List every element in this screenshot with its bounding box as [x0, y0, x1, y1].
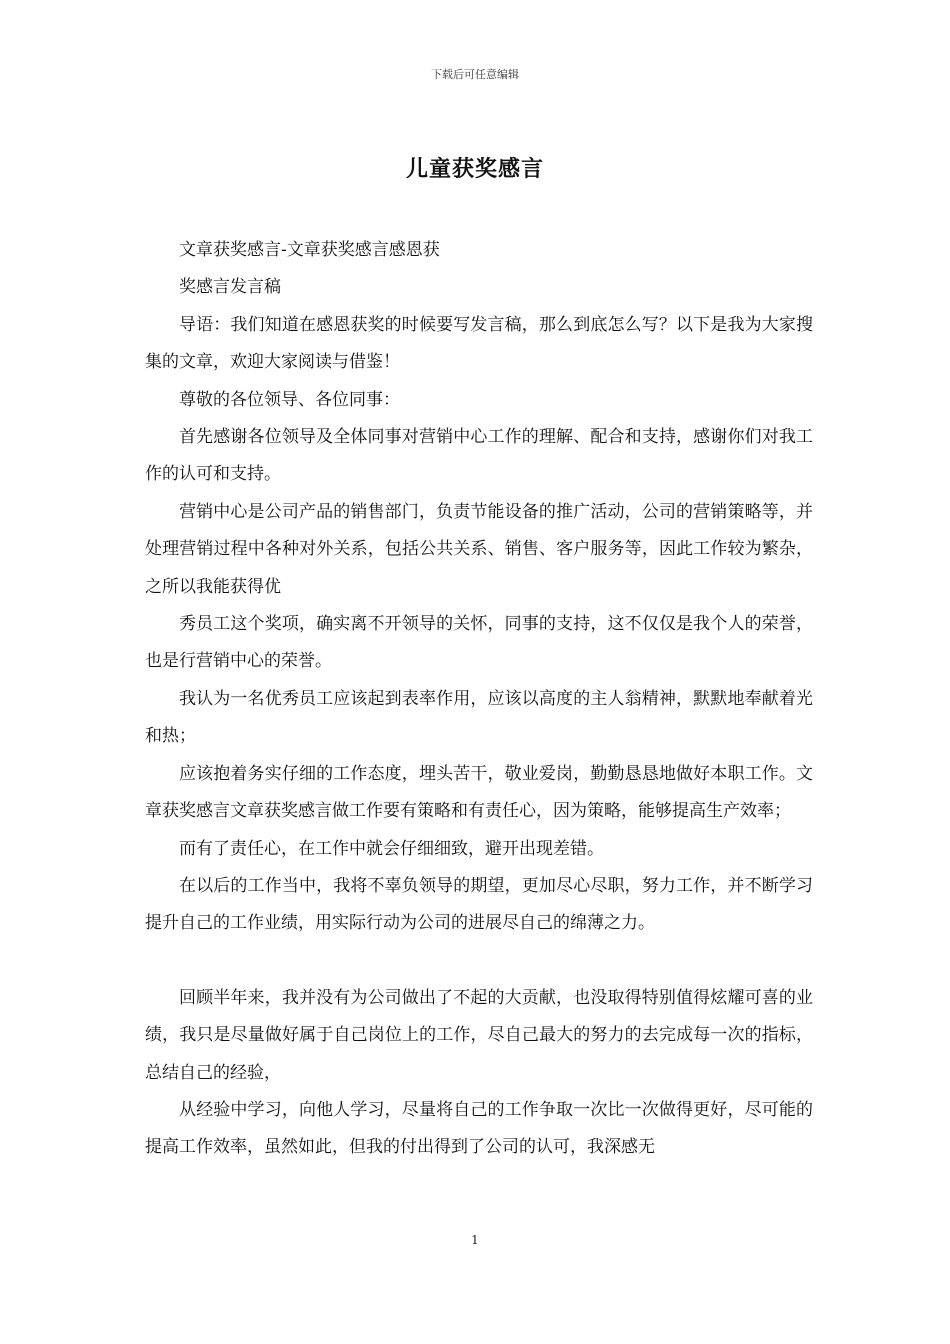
- paragraph: 应该抱着务实仔细的工作态度，埋头苦干，敬业爱岗，勤勤恳恳地做好本职工作。文章获奖感言文章获奖感言做工作要有策略和有责任心，因为策略，能够提高生产效率；: [145, 763, 813, 822]
- paragraph: 回顾半年来，我并没有为公司做出了不起的大贡献，也没取得特别值得炫耀可喜的业绩，我只是尽量做好属于自己岗位上的工作，尽自己最大的努力的去完成每一次的指标，总结自己的经验，: [145, 987, 813, 1083]
- paragraph: 在以后的工作当中，我将不辜负领导的期望，更加尽心尽职，努力工作，并不断学习提升自己的工作业绩，用实际行动为公司的进展尽自己的绵薄之力。: [145, 875, 813, 934]
- paragraph: 文章获奖感言-文章获奖感言感恩获: [179, 240, 440, 260]
- page-number: 1: [471, 1233, 479, 1247]
- paragraph: 而有了责任心，在工作中就会仔细细致，避开出现差错。: [179, 838, 604, 859]
- paragraph: 我认为一名优秀员工应该起到表率作用，应该以高度的主人翁精神，默默地奉献着光和热；: [145, 688, 813, 747]
- document-title: 儿童获奖感言: [405, 156, 544, 182]
- paragraph: 营销中心是公司产品的销售部门，负责节能设备的推广活动，公司的营销策略等，并处理营销过程中各种对外关系，包括公共关系、销售、客户服务等，因此工作较为繁杂，之所以我能获得优: [145, 501, 813, 597]
- paragraph: 从经验中学习，向他人学习，尽量将自己的工作争取一次比一次做得更好，尽可能的提高工作效率，虽然如此，但我的付出得到了公司的认可，我深感无: [145, 1099, 813, 1158]
- paragraph: 奖感言发言稿: [179, 277, 281, 298]
- paragraph: 秀员工这个奖项，确实离不开领导的关怀，同事的支持，这不仅仅是我个人的荣誉，也是行营销中心的荣誉。: [145, 614, 813, 672]
- document-body: [145, 232, 813, 1167]
- paragraph: 首先感谢各位领导及全体同事对营销中心工作的理解、配合和支持，感谢你们对我工作的认可和支持。: [145, 427, 813, 485]
- header-note: 下载后可任意编辑: [431, 68, 519, 81]
- paragraph: 导语：我们知道在感恩获奖的时候要写发言稿，那么到底怎么写？以下是我为大家搜集的文章，欢迎大家阅读与借鉴！: [145, 314, 813, 373]
- paragraph: 尊敬的各位领导、各位同事：: [179, 389, 400, 410]
